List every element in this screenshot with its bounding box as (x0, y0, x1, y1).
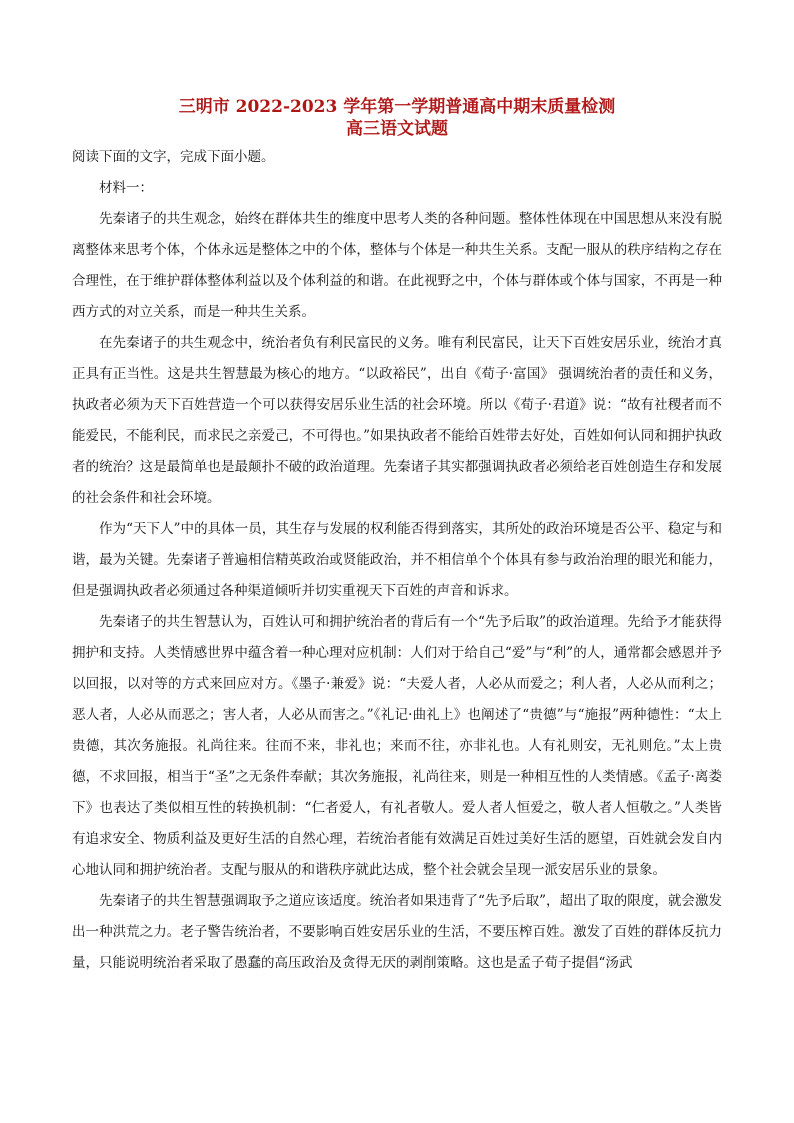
reading-instruction: 阅读下面的文字，完成下面小题。 (72, 149, 275, 165)
paragraph: 在先秦诸子的共生观念中，统治者负有利民富民的义务。唯有利民富民，让天下百姓安居乐业，统治才真正具有正当性。这是共生智慧最为核心的地方。“以政裕民”，出自《荀子·富国》 强调统治者的责任和义务，执政者必须为天下百姓营造一个可以获得安居乐业生活的社会环境。所以《荀子·君道》说：“故有社稷者而不能爱民，不能利民，而求民之亲爱己，不可得也。”如果执政者不能给百姓带去好处，百姓如何认同和拥护执政者的统治？这是最简单也是最颠扑不破的政治道理。先秦诸子其实都强调执政者必须给老百姓创造生存和发展的社会条件和社会环境。 (72, 335, 722, 506)
material-label: 材料一： (99, 180, 153, 196)
document-page (72, 96, 722, 979)
exam-title: 三明市 2022-2023 学年第一学期普通高中期末质量检测 (178, 97, 616, 117)
document-body (72, 142, 722, 979)
paragraph: 先秦诸子的共生智慧认为，百姓认可和拥护统治者的背后有一个“先予后取”的政治道理。先给予才能获得拥护和支持。人类情感世界中蕴含着一种心理对应机制：人们对于给自己“爱”与“利”的人，通常都会感恩并予以回报，以对等的方式来回应对方。《墨子·兼爱》说：“夫爱人者，人必从而爱之；利人者，人必从而利之；恶人者，人必从而恶之；害人者，人必从而害之。”《礼记·曲礼上》也阐述了“贵德”与“施报”两种德性：“太上贵德，其次务施报。礼尚往来。往而不来，非礼也；来而不往，亦非礼也。人有礼则安，无礼则危。”太上贵德，不求回报，相当于“圣”之无条件奉献；其次务施报，礼尚往来，则是一种相互性的人类情感。《孟子·离娄下》也表达了类似相互性的转换机制：“仁者爱人，有礼者敬人。爱人者人恒爱之，敬人者人恒敬之。”人类皆有追求安全、物质利益及更好生活的自然心理，若统治者能有效满足百姓过美好生活的愿望，百姓就会发自内心地认同和拥护统治者。支配与服从的和谐秩序就此达成，整个社会就会呈现一派安居乐业的景象。 (72, 614, 722, 878)
paragraph: 作为“天下人”中的具体一员，其生存与发展的权利能否得到落实，其所处的政治环境是否公平、稳定与和谐，最为关键。先秦诸子普遍相信精英政治或贤能政治，并不相信单个个体具有参与政治治理的眼光和能力，但是强调执政者必须通过各种渠道倾听并切实重视天下百姓的声音和诉求。 (72, 521, 722, 599)
title-block (72, 96, 722, 140)
paragraph: 先秦诸子的共生智慧强调取予之道应该适度。统治者如果违背了“先予后取”，超出了取的限度，就会激发出一种洪荒之力。老子警告统治者，不要影响百姓安居乐业的生活，不要压榨百姓。激发了百姓的群体反抗力量，只能说明统治者采取了愚蠢的高压政治及贪得无厌的剥削策略。这也是孟子荀子提倡“汤武 (72, 893, 722, 971)
paragraph: 先秦诸子的共生观念，始终在群体共生的维度中思考人类的各种问题。整体性体现在中国思想从来没有脱离整体来思考个体，个体永远是整体之中的个体，整体与个体是一种共生关系。支配一服从的秩序结构之存在合理性，在于维护群体整体利益以及个体利益的和谐。在此视野之中，个体与群体或个体与国家，不再是一种西方式的对立关系，而是一种共生关系。 (72, 211, 722, 320)
exam-subtitle: 高三语文试题 (346, 119, 448, 139)
